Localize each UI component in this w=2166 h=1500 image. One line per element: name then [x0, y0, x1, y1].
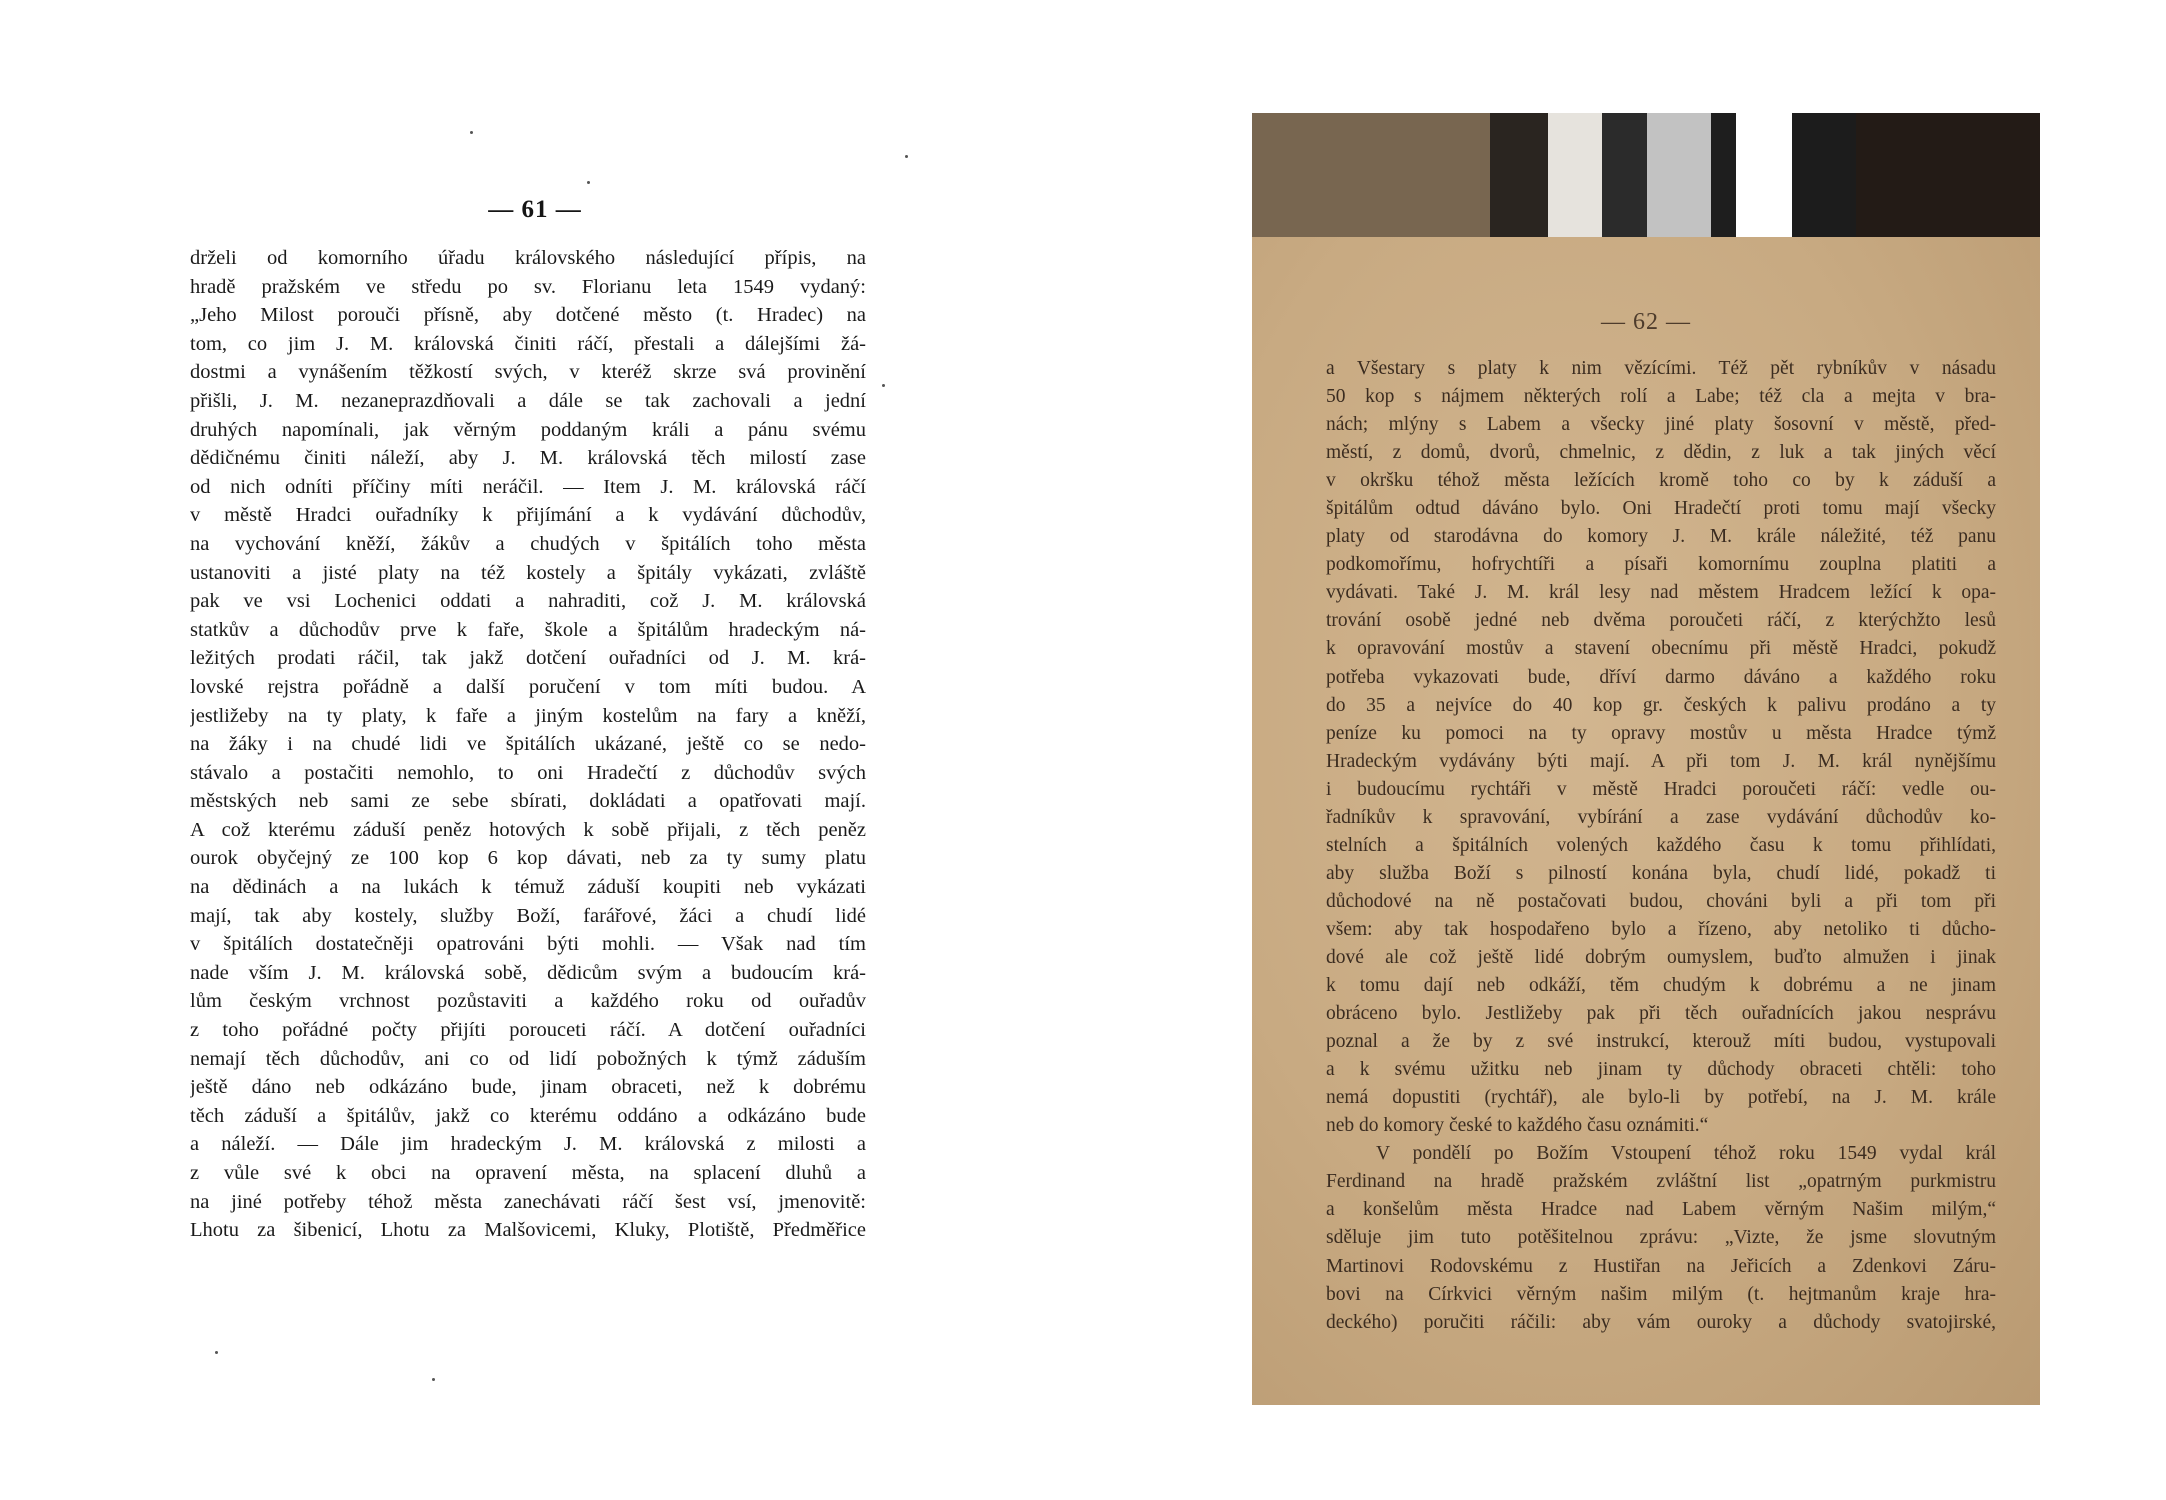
text-line: městských neb sami ze sebe sbírati, dokládati a opatřovati mají. — [190, 790, 866, 813]
text-line: a k svému užitku neb jinam ty důchody obraceti chtěli: toho — [1326, 1059, 1996, 1081]
text-line: nade vším J. M. královská sobě, dědicům svým a budoucím krá- — [190, 961, 866, 984]
text-line: a konšelům města Hradce nad Labem věrným Našim milým,“ — [1326, 1199, 1996, 1221]
text-line: přišli, J. M. nezaneprazdňovali a dále se tak zachovali a jední — [190, 389, 866, 412]
text-line: tom, co jim J. M. královská činiti ráčí, přestali a dálejšími žá- — [190, 332, 866, 355]
text-line: A což kterému záduší peněz hotových k sobě přijali, z těch peněz — [190, 818, 866, 841]
text-line: v městě Hradci ouřadníky k přijímání a k vydávání důchodův, — [190, 504, 866, 527]
text-line: trování osobě jedné neb dvěma poroučeti ráčí, z kterýchžto lesů — [1326, 610, 1996, 632]
text-line: dové ale což ještě lidé dobrým oumyslem, buďto almužen i jinak — [1326, 946, 1996, 968]
paper-speck — [587, 181, 590, 184]
text-line: mají, tak aby kostely, služby Boží, farářové, žáci a chudí lidé — [190, 904, 866, 927]
text-line: neb do komory české to každého času oznámiti.“ — [1326, 1115, 1709, 1137]
text-line: peníze ku pomoci na ty opravy mostův u města Hradce týmž — [1326, 722, 1996, 744]
text-line: k tomu dají neb odkáží, těm chudým k dobrému a ne jinam — [1326, 975, 1996, 997]
text-line: pak ve vsi Lochenici oddati a nahraditi, což J. M. královská — [190, 590, 866, 613]
text-line: těch záduší a špitálův, jakž co kterému oddáno a odkázáno bude — [190, 1104, 866, 1127]
text-line: drželi od komorního úřadu královského následující přípis, na — [190, 247, 866, 269]
text-line: a náleží. — Dále jim hradeckým J. M. královská z milosti a — [190, 1133, 866, 1156]
scan-edge-strip — [1252, 113, 2040, 237]
paper-speck — [470, 131, 473, 134]
text-line: podkomořímu, hofrychtíři a písaři komornímu zouplna platiti a — [1326, 554, 1996, 576]
text-line: druhých napomínali, jak věrným poddaným králi a pánu svému — [190, 418, 866, 441]
page-number: — 61 — — [488, 196, 582, 223]
text-line: ležitých prodati ráčil, tak jakž dotčení ouřadníci od J. M. krá- — [190, 647, 866, 670]
text-line: nách; mlýny s Labem a všecky jiné platy šosovní v městě, před- — [1326, 414, 1996, 436]
text-line: ustanoviti a jisté platy na též kostely a špitály vykázati, zvláště — [190, 561, 866, 584]
text-line: stelních a špitálních volených každého času k tomu přihlídati, — [1326, 834, 1996, 856]
text-line: dostmi a vynášením těžkostí svých, v kteréž skrze svá provinění — [190, 361, 866, 384]
text-line: bovi na Církvici věrným našim milým (t. hejtmanům kraje hra- — [1326, 1283, 1996, 1305]
text-line: sděluje jim tuto potěšitelnou zprávu: „Vizte, že jsme slovutným — [1326, 1227, 1996, 1249]
text-line: všem: aby tak hospodařeno bylo a řízeno, aby netoliko ti důcho- — [1326, 918, 1996, 940]
text-line: dědičnému činiti náleží, aby J. M. královská těch milostí zase — [190, 447, 866, 470]
text-line: na žáky i na chudé lidi ve špitálích ukázané, ještě co se nedo- — [190, 733, 866, 756]
left-page-text — [190, 244, 866, 1245]
text-line: „Jeho Milost porouči přísně, aby dotčené město (t. Hradec) na — [190, 304, 866, 327]
page-number: — 62 — — [1601, 309, 1691, 335]
text-line: do 35 a nejvíce do 40 kop gr. českých k palivu prodáno a ty — [1326, 694, 1996, 716]
paper-speck — [215, 1351, 218, 1354]
text-line: stávalo a postačiti nemohlo, to oni Hradečtí z důchodův svých — [190, 761, 866, 784]
paper-speck — [882, 384, 885, 387]
text-line: potřeba vykazovati bude, dříví darmo dáváno a každého roku — [1326, 666, 1996, 688]
text-line: lovské rejstra pořádně a další poručení v tom míti budou. A — [190, 675, 866, 698]
text-line: v okršku téhož města ležících kromě toho co by k záduší a — [1326, 470, 1996, 492]
paper-speck — [432, 1378, 435, 1381]
text-line: a Všestary s platy k nim vězícími. Též pět rybníkův v násadu — [1326, 358, 1996, 379]
text-line: vydávati. Také J. M. král lesy nad městem Hradcem ležící k opa- — [1326, 582, 1996, 604]
text-line: hradě pražském ve středu po sv. Florianu leta 1549 vydaný: — [190, 275, 866, 298]
text-line: na vychování kněží, žákův a chudých v špitálích toho města — [190, 532, 866, 555]
paper-speck — [905, 155, 908, 158]
text-line: 50 kop s nájmem některých rolí a Labe; též cla a mejta v bra- — [1326, 386, 1996, 408]
text-line: Martinovi Rodovskému z Hustiřan na Jeřicích a Zdenkovi Záru- — [1326, 1255, 1996, 1277]
text-line: statkův a důchodův prve k faře, škole a špitálům hradeckým ná- — [190, 618, 866, 641]
text-line: nemá dopustiti (rychtář), ale bylo-li by potřebí, na J. M. krále — [1326, 1087, 1996, 1109]
right-page-scan — [1252, 113, 2040, 1405]
text-line: Hradeckým vydávány býti mají. A při tom J. M. král nynějšímu — [1326, 750, 1996, 772]
text-line: nemají těch důchodův, ani co od lidí pobožných k týmž záduším — [190, 1047, 866, 1070]
text-line: z toho pořádné počty přijíti porouceti ráčí. A dotčení ouřadníci — [190, 1019, 866, 1042]
text-line: na jiné potřeby téhož města zanechávati ráčí šest vsí, jmenovitě: — [190, 1190, 866, 1213]
text-line: ourok obyčejný ze 100 kop 6 kop dávati, neb za ty sumy platu — [190, 847, 866, 870]
text-line: obráceno bylo. Jestližeby pak při těch ouřadnících jakou nesprávu — [1326, 1003, 1996, 1025]
text-line: Ferdinand na hradě pražském zvláštní list „opatrným purkmistru — [1326, 1171, 1996, 1193]
text-line: V pondělí po Božím Vstoupení téhož roku 1549 vydal král — [1376, 1143, 1996, 1165]
text-line: důchodové na ně postačovati budou, chováni byli a při tom při — [1326, 890, 1996, 912]
text-line: od nich odníti příčiny míti neráčil. — Item J. M. královská ráčí — [190, 475, 866, 498]
text-line: k opravování mostův a stavení obecnímu při městě Hradci, pokudž — [1326, 638, 1996, 660]
text-line: platy od starodávna do komory J. M. krále náležité, též panu — [1326, 526, 1996, 548]
text-line: řadníkův k spravování, vybírání a zase vydávání důchodův ko- — [1326, 806, 1996, 828]
text-line: poznal a že by z své instrukcí, kterouž míti budou, vystupovali — [1326, 1031, 1996, 1053]
text-line: Lhotu za šibenicí, Lhotu za Malšovicemi, Kluky, Plotiště, Předměřice — [190, 1219, 866, 1242]
text-line: ještě dáno neb odkázáno bude, jinam obraceti, než k dobrému — [190, 1076, 866, 1099]
text-line: městí, z domů, dvorů, chmelnic, z dědin, z luk a tak jiných věcí — [1326, 442, 1996, 464]
text-line: i budoucímu rychtáři v městě Hradci poroučeti ráčí: vedle ou- — [1326, 778, 1996, 800]
text-line: jestližeby na ty platy, k faře a jiným kostelům na fary a kněží, — [190, 704, 866, 727]
text-line: špitálům odtud dáváno bylo. Oni Hradečtí proti tomu mají všecky — [1326, 498, 1996, 520]
text-line: aby služba Boží s pilností konána byla, chudí lidé, pokadž ti — [1326, 862, 1996, 884]
text-line: v špitálích dostatečněji opatrováni býti mohli. — Však nad tím — [190, 933, 866, 956]
text-line: na dědinách a na lukách k témuž záduší koupiti neb vykázati — [190, 876, 866, 899]
right-page-text — [1326, 355, 1996, 1337]
text-line: lům českým vrchnost pozůstaviti a každého roku od ouřadův — [190, 990, 866, 1013]
text-line: z vůle své k obci na opravení města, na splacení dluhů a — [190, 1162, 866, 1184]
text-line: deckého) poručiti ráčili: aby vám ouroky a důchody svatojirské, — [1326, 1311, 1996, 1333]
